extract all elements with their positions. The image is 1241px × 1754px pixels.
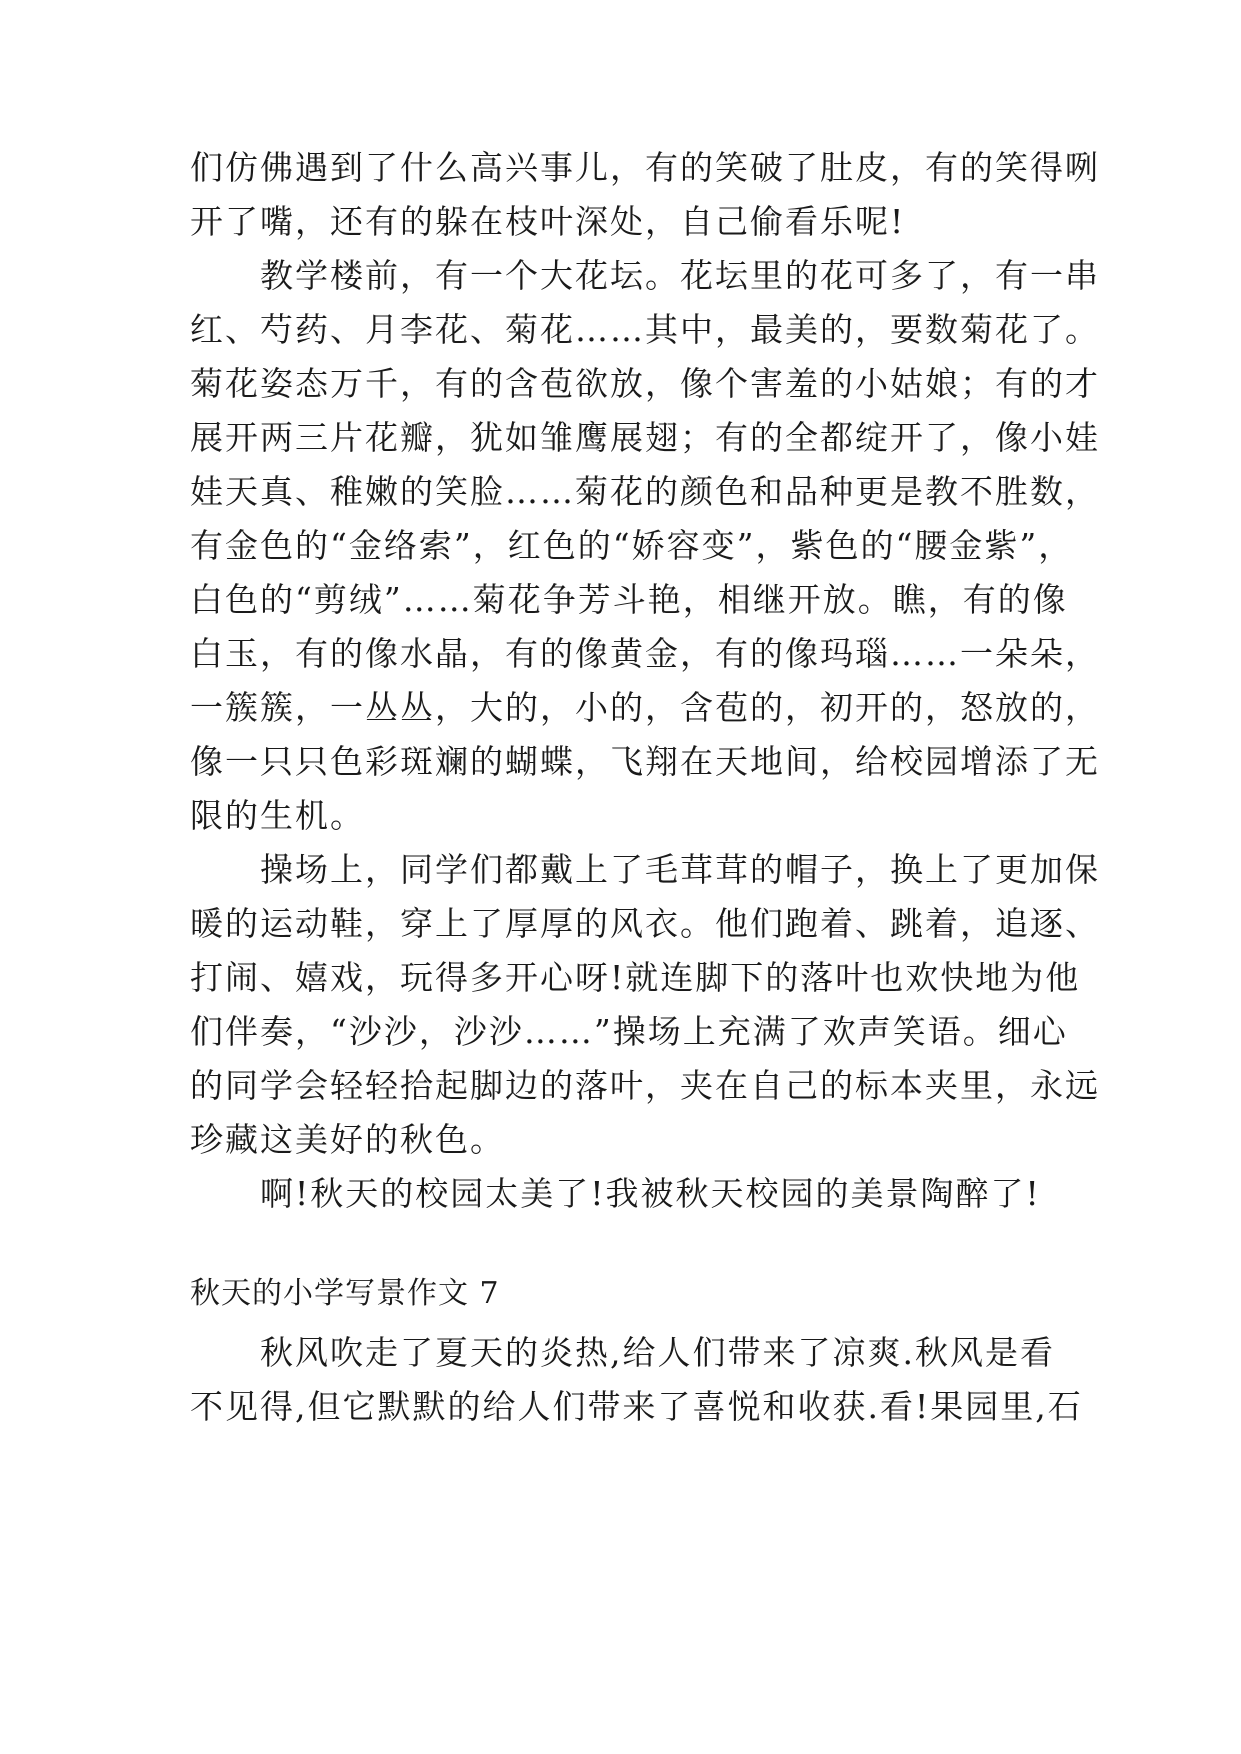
paragraph-start: 操场上，同学们都戴上了毛茸茸的帽子，换上了更加保 (260, 850, 1100, 889)
text-line: 红、芍药、月李花、菊花……其中，最美的，要数菊花了。 (190, 310, 1100, 349)
text-line: 限的生机。 (190, 796, 365, 835)
text-line: 不见得,但它默默的给人们带来了喜悦和收获.看!果园里,石 (190, 1387, 1083, 1426)
text-line: 暖的运动鞋，穿上了厚厚的风衣。他们跑着、跳着，追逐、 (190, 904, 1100, 943)
text-line: 打闹、嬉戏，玩得多开心呀!就连脚下的落叶也欢快地为他 (190, 958, 1081, 997)
text-line: 菊花姿态万千，有的含苞欲放，像个害羞的小姑娘；有的才 (190, 364, 1100, 403)
paragraph-start: 啊!秋天的校园太美了!我被秋天校园的美景陶醉了! (260, 1174, 1041, 1213)
text-line: 白玉，有的像水晶，有的像黄金，有的像玛瑙……一朵朵， (190, 634, 1100, 673)
text-line: 白色的“剪绒”……菊花争芳斗艳，相继开放。瞧，有的像 (190, 580, 1068, 619)
text-line: 们仿佛遇到了什么高兴事儿，有的笑破了肚皮，有的笑得咧 (190, 148, 1100, 187)
text-line: 的同学会轻轻拾起脚边的落叶，夹在自己的标本夹里，永远 (190, 1066, 1100, 1105)
paragraph-start: 秋风吹走了夏天的炎热,给人们带来了凉爽.秋风是看 (260, 1333, 1055, 1372)
text-line: 展开两三片花瓣，犹如雏鹰展翅；有的全都绽开了，像小娃 (190, 418, 1100, 457)
text-line: 像一只只色彩斑斓的蝴蝶，飞翔在天地间，给校园增添了无 (190, 742, 1100, 781)
text-line: 娃天真、稚嫩的笑脸……菊花的颜色和品种更是教不胜数， (190, 472, 1100, 511)
text-line: 们伴奏，“沙沙，沙沙……”操场上充满了欢声笑语。细心 (190, 1012, 1068, 1051)
text-line: 珍藏这美好的秋色。 (190, 1120, 505, 1159)
paragraph-start: 教学楼前，有一个大花坛。花坛里的花可多了，有一串 (260, 256, 1100, 295)
text-line: 有金色的“金络索”，红色的“娇容变”，紫色的“腰金紫”， (190, 526, 1074, 565)
section-heading: 秋天的小学写景作文 7 (190, 1276, 500, 1311)
text-line: 一簇簇，一丛丛，大的，小的，含苞的，初开的，怒放的， (190, 688, 1100, 727)
text-line: 开了嘴，还有的躲在枝叶深处，自己偷看乐呢! (190, 202, 906, 241)
